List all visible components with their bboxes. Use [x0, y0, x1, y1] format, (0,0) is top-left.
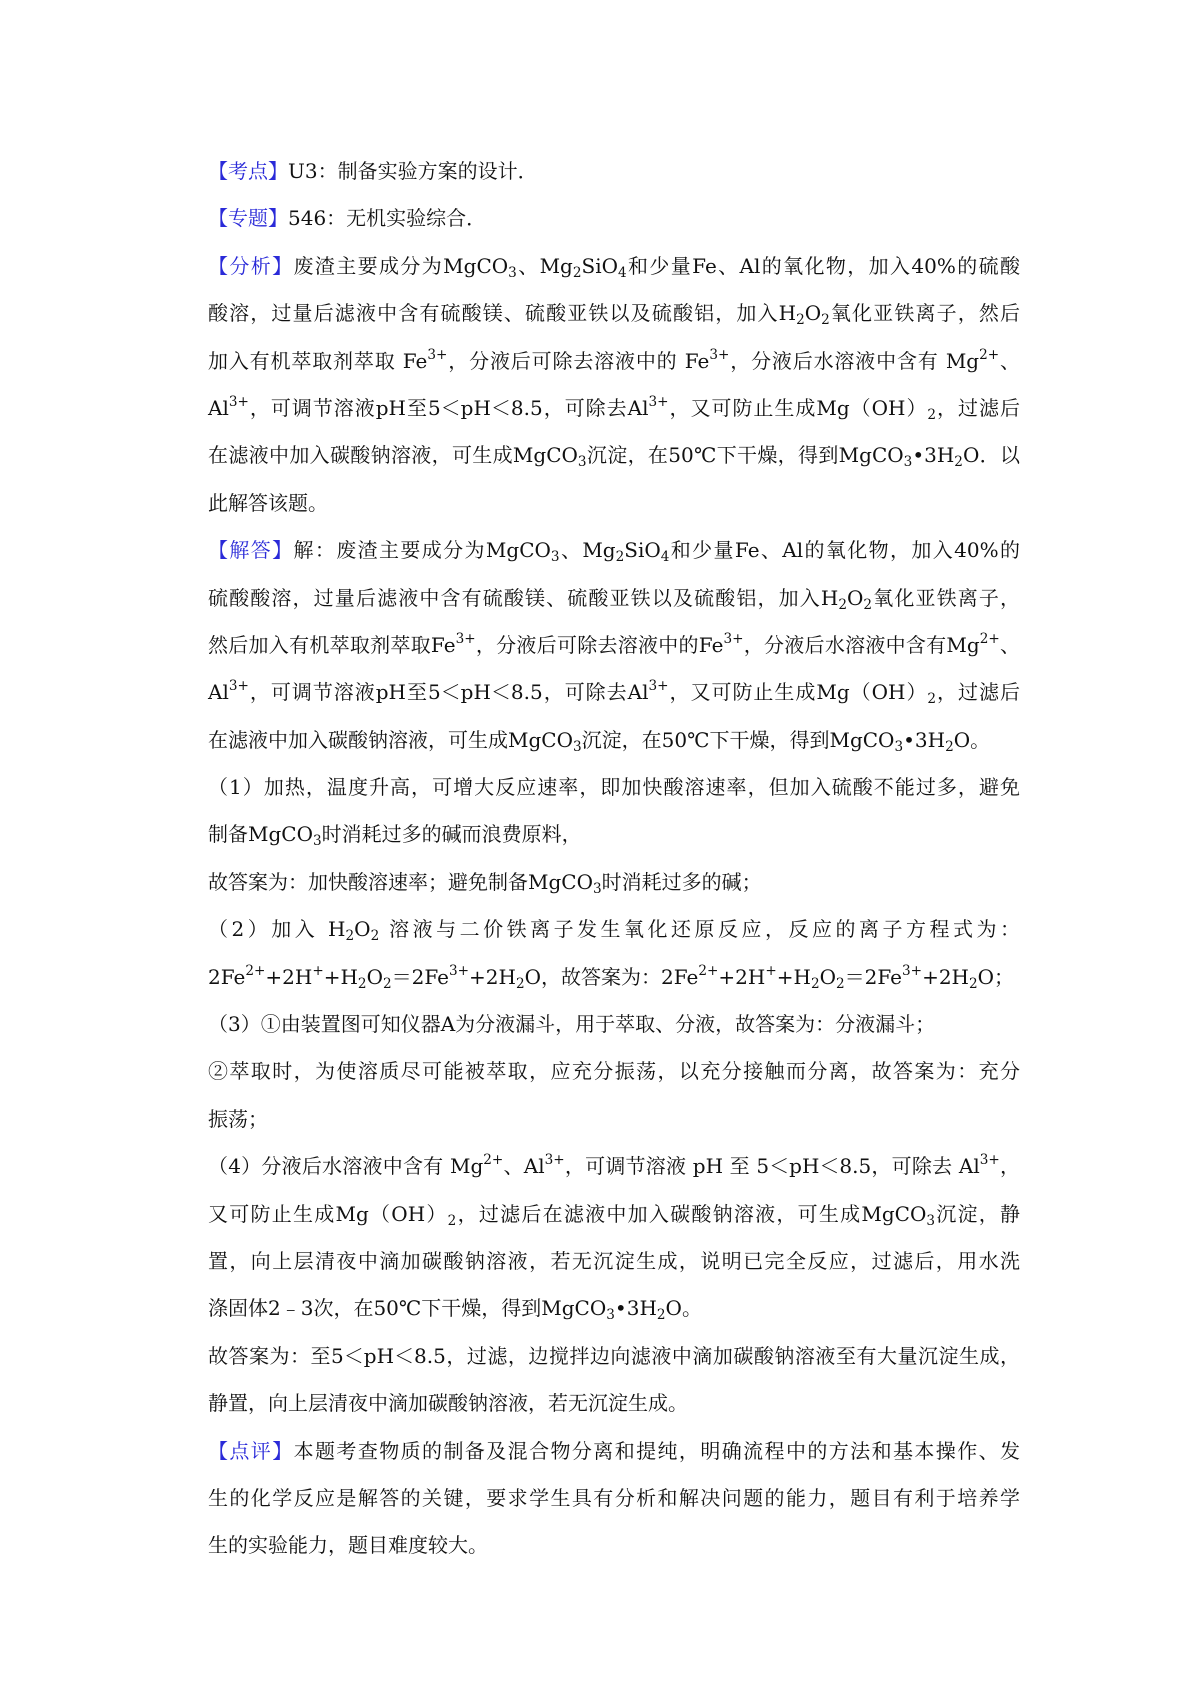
- text-line: [208, 1001, 1020, 1048]
- line-text: $2Fe^{2+}+2H^++H_2O_2=2Fe^{3+}+2H_2O$，故答案为：$2Fe^{2+}+2H^++H_2O_2=2Fe^{3+}+2H_2O$；: [208, 962, 1015, 992]
- line-text: ②萃取时，为使溶质尽可能被萃取，应充分振荡，以充分接触而分离，故答案为：充分: [208, 1059, 1020, 1084]
- line-text: 酸溶，过量后滤液中含有硫酸镁、硫酸亚铁以及硫酸铝，加入$H_2O_2$氧化亚铁离子，然后: [208, 301, 1020, 329]
- line-text: （3）①由装置图可知仪器A为分液漏斗，用于萃取、分液，故答案为：分液漏斗；: [208, 1012, 936, 1037]
- line-text: 加入有机萃取剂萃取 $Fe^{3+}$，分液后可除去溶液中的 $Fe^{3+}$，分液后水溶液中含有 $Mg^{2+}$、: [208, 346, 1021, 373]
- text-line: [208, 1238, 1020, 1285]
- text-line: [208, 1143, 1020, 1190]
- section-label: 【专题】: [208, 206, 288, 231]
- line-text: 在滤液中加入碳酸钠溶液，可生成MgCO$_3$沉淀，在50℃下干燥，得到$MgCO_3•3H_2O$。: [208, 727, 991, 755]
- line-text: 静置，向上层清夜中滴加碳酸钠溶液，若无沉淀生成。: [208, 1391, 688, 1416]
- text-line: [208, 622, 1020, 669]
- section-kaodian: [208, 148, 1020, 195]
- section-part-2: [208, 906, 1020, 1001]
- text-line: [208, 148, 1020, 195]
- text-line: [208, 717, 1020, 764]
- line-text: 废渣主要成分为MgCO$_3$、$Mg_2SiO_4$和少量Fe、Al的氧化物，加入40%的硫酸: [293, 253, 1021, 281]
- section-part-1-answer: [208, 859, 1020, 906]
- section-part-4-answer: [208, 1333, 1020, 1428]
- text-line: [208, 432, 1020, 479]
- line-text: 本题考查物质的制备及混合物分离和提纯，明确流程中的方法和基本操作、发: [293, 1438, 1021, 1463]
- text-line: [208, 764, 1020, 811]
- text-line: [208, 527, 1020, 574]
- line-text: 故答案为：至5＜pH＜8.5，过滤，边搅拌边向滤液中滴加碳酸钠溶液至有大量沉淀生成，: [208, 1343, 1020, 1368]
- section-part-3-2: [208, 1048, 1020, 1143]
- section-part-3-1: [208, 1001, 1020, 1048]
- text-line: [208, 1522, 1020, 1569]
- text-line: [208, 1475, 1020, 1522]
- text-line: [208, 1285, 1020, 1332]
- line-text: 此解答该题。: [208, 490, 328, 515]
- text-line: [208, 290, 1020, 337]
- text-line: [208, 811, 1020, 858]
- text-line: [208, 385, 1020, 432]
- line-text: 又可防止生成$Mg(OH)_2$，过滤后在滤液中加入碳酸钠溶液，可生成MgCO$_3$沉淀，静: [208, 1201, 1021, 1229]
- section-part-1: [208, 764, 1020, 859]
- text-line: [208, 1428, 1020, 1475]
- section-label: 【解答】: [208, 538, 294, 563]
- line-text: 硫酸酸溶，过量后滤液中含有硫酸镁、硫酸亚铁以及硫酸铝，加入$H_2O_2$氧化亚铁离子，: [208, 585, 1021, 613]
- line-text: 然后加入有机萃取剂萃取$Fe^{3+}$，分液后可除去溶液中的$Fe^{3+}$，分液后水溶液中含有$Mg^{2+}$、: [208, 631, 1021, 657]
- line-text: （4）分液后水溶液中含有 $Mg^{2+}$、$Al^{3+}$，可调节溶液 pH 至 5＜pH＜8.5，可除去 $Al^{3+}$，: [208, 1152, 1021, 1179]
- line-text: 生的化学反应是解答的关键，要求学生具有分析和解决问题的能力，题目有利于培养学: [208, 1485, 1020, 1510]
- line-text: 涤固体2﹣3次，在50℃下干燥，得到$MgCO_3•3H_2O$。: [208, 1296, 702, 1324]
- line-text: 制备MgCO$_3$时消耗过多的碱而浪费原料，: [208, 822, 582, 850]
- line-text: $Al^{3+}$，可调节溶液pH至5＜pH＜8.5，可除去$Al^{3+}$，又可防止生成$Mg(OH)_2$，过滤后: [208, 394, 1021, 424]
- answer-document: [208, 148, 1020, 1570]
- section-label: 【点评】: [208, 1438, 294, 1463]
- text-line: [208, 1048, 1020, 1095]
- line-text: （2）加入 $H_2O_2$ 溶液与二价铁离子发生氧化还原反应，反应的离子方程式为：: [208, 917, 1021, 945]
- text-line: [208, 669, 1020, 716]
- text-line: [208, 906, 1020, 953]
- line-text: 生的实验能力，题目难度较大。: [208, 1533, 488, 1558]
- text-line: [208, 1096, 1020, 1143]
- line-text: 故答案为：加快酸溶速率；避免制备MgCO$_3$时消耗过多的碱；: [208, 869, 762, 897]
- text-line: [208, 1191, 1020, 1238]
- text-line: [208, 480, 1020, 527]
- text-line: [208, 243, 1020, 290]
- section-part-4: [208, 1143, 1020, 1333]
- section-fenxi: [208, 243, 1020, 527]
- text-line: [208, 954, 1020, 1001]
- line-text: 振荡；: [208, 1106, 268, 1131]
- text-line: [208, 1380, 1020, 1427]
- line-text: $Al^{3+}$，可调节溶液pH至5＜pH＜8.5，可除去$Al^{3+}$，又可防止生成$Mg(OH)_2$，过滤后: [208, 678, 1021, 708]
- section-label: 【考点】: [208, 159, 288, 183]
- line-text: （1）加热，温度升高，可增大反应速率，即加快酸溶速率，但加入硫酸不能过多，避免: [208, 775, 1020, 800]
- text-line: [208, 575, 1020, 622]
- line-text: U3：制备实验方案的设计．: [288, 159, 538, 183]
- section-dianping: [208, 1428, 1020, 1570]
- text-line: [208, 1333, 1020, 1380]
- line-text: 546：无机实验综合．: [288, 206, 487, 231]
- section-zhuanti: [208, 195, 1020, 242]
- section-jieda: [208, 527, 1020, 764]
- line-text: 解：废渣主要成分为MgCO$_3$、$Mg_2SiO_4$和少量Fe、Al的氧化物，加入40%的: [293, 538, 1021, 566]
- text-line: [208, 338, 1020, 385]
- section-label: 【分析】: [208, 253, 294, 278]
- line-text: 置，向上层清夜中滴加碳酸钠溶液，若无沉淀生成，说明已完全反应，过滤后，用水洗: [208, 1248, 1020, 1273]
- line-text: 在滤液中加入碳酸钠溶液，可生成MgCO$_3$沉淀，在50℃下干燥，得到$MgCO_3•3H_2O$．以: [208, 443, 1020, 471]
- text-line: [208, 195, 1020, 242]
- text-line: [208, 859, 1020, 906]
